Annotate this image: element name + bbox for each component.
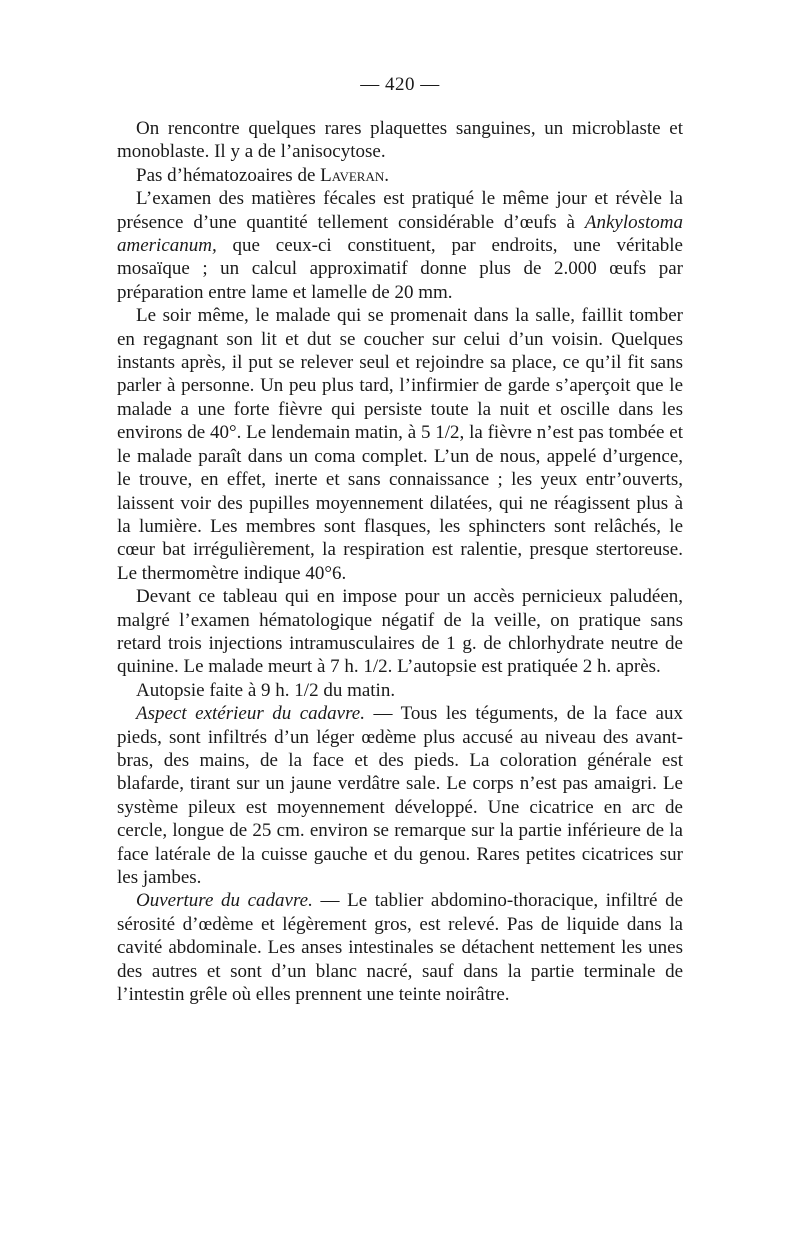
page-number: — 420 — (360, 74, 440, 95)
author-name-smallcaps: Laveran (320, 164, 385, 186)
text-segment: Le soir même, le malade qui se promenait dans la salle, faillit tomber en regagnant son lit et dut se coucher sur celui d’un voisin. Quelques instants après, il put se relever seul et rejoindre sa place, ce qu’il fit sans parler à personne. Un peu plus tard, l’infirmier de garde s’aperçoit que le malade a une forte fièvre qui persiste toute la nuit et oscille dans les environs de 40°. Le lendemain matin, à 5 1/2, la fièvre n’est pas tombée et le malade paraît dans un coma complet. L’un de nous, appelé d’urgence, le trouve, en effet, inerte et sans connaissance ; les yeux entr’ouverts, laissent voir des pupilles moyennement dilatées, qui ne réagissent plus à la lumière. Les membres sont flasques, les sphincters sont relâchés, le cœur bat irrégulièrement, la respiration est ralentie, presque stertoreuse. Le thermomètre indique 40°6. (117, 305, 683, 584)
text-segment: — Tous les téguments, de la face aux pieds, sont infiltrés d’un léger œdème plus accusé au niveau des avant-bras, des mains, de la face et des pieds. La coloration générale est blafarde, tirant sur un jaune verdâtre sale. Le corps n’est pas amaigri. Le système pileux est moyennement développé. Une cicatrice en arc de cercle, longue de 25 cm. environ se remarque sur la partie inférieure de la face latérale de la cuisse gauche et du genou. Rares petites cicatrices sur les jambes. (117, 703, 683, 888)
section-heading-italic: Aspect extérieur du cadavre. (136, 703, 365, 725)
section-heading-italic: Ouverture du cadavre. (136, 890, 313, 912)
paragraph-hematozoa (117, 164, 683, 187)
text-segment: L’examen des matières fécales est pratiqué le même jour et révèle la présence d’une quantité tellement considérable d’œufs à (117, 188, 683, 233)
paragraph-blood-findings (117, 117, 683, 164)
body-text (117, 117, 683, 1006)
text-segment: Autopsie faite à 9 h. 1/2 du matin. (136, 679, 396, 701)
text-segment: On rencontre quelques rares plaquettes sanguines, un microblaste et monoblaste. Il y a de l’anisocytose. (117, 118, 683, 163)
text-segment: que ceux-ci constituent, par endroits, une véritable mosaïque ; un calcul approximatif donne plus de 2.000 œufs par préparation entre lame et lamelle de 20 mm. (117, 235, 683, 303)
text-segment: . (384, 164, 389, 186)
paragraph-opening (117, 889, 683, 1006)
text-segment: — Le tablier abdomino-thoracique, infiltré de sérosité d’œdème et légèrement gros, est relevé. Pas de liquide dans la cavité abdominale. Les anses intestinales se détachent nettement les unes des autres et sont d’un blanc nacré, sauf dans la partie terminale de l’intestin grêle où elles prennent une teinte noirâtre. (117, 890, 683, 1006)
paragraph-autopsy-time (117, 679, 683, 702)
paragraph-treatment (117, 585, 683, 679)
text-segment: Devant ce tableau qui en impose pour un accès pernicieux paludéen, malgré l’examen hématologique négatif de la veille, on pratique sans retard trois injections intramusculaires de 1 g. de chlorhydrate neutre de quinine. Le malade meurt à 7 h. 1/2. L’autopsie est pratiquée 2 h. après. (117, 586, 683, 678)
paragraph-external-aspect (117, 702, 683, 889)
species-name-italic: Ankylostoma americanum, (117, 211, 683, 257)
paragraph-fecal-exam (117, 187, 683, 304)
paragraph-evening-events (117, 304, 683, 585)
text-segment: Pas d’hématozoaires de (136, 164, 321, 186)
